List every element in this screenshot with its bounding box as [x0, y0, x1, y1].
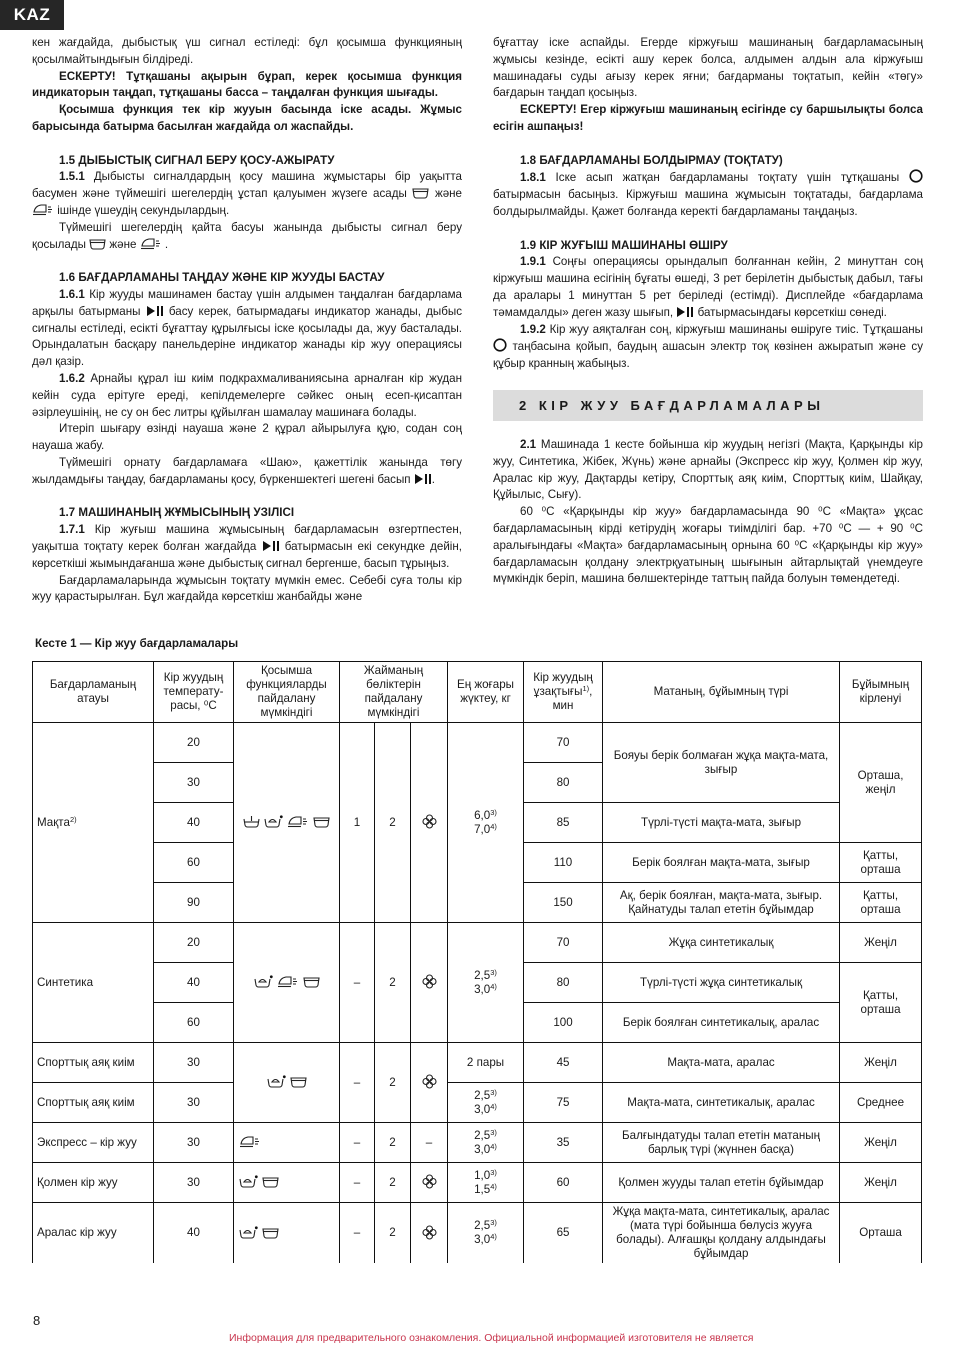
clause-number: 1.9.2 — [520, 322, 546, 336]
paragraph — [32, 220, 462, 254]
extra-rinse-icon — [303, 976, 320, 988]
right-column — [493, 35, 923, 588]
temp: 60 — [154, 843, 234, 883]
section-heading-1-6: 1.6 БАҒДАРЛАМАНЫ ТАҢДАУ ЖӘНЕ КІР ЖУУДЫ БАСТАУ — [59, 271, 385, 285]
text: таңбасына қойып, баудың ашасын электр тоқ көзінен ажыратып және су құбыр кранның жабыңыз. — [493, 340, 923, 371]
soil: Орташа, жеңіл — [840, 723, 922, 843]
header-fabric: Матаның, бұйымның түрі — [603, 662, 840, 723]
easy-iron-icon — [277, 975, 299, 988]
paragraph-1-9-2 — [493, 322, 923, 373]
part-1: – — [340, 1163, 375, 1203]
header-name: Бағдарламаның атауы — [33, 662, 154, 723]
section-heading-1-7: 1.7 МАШИНАНЫҢ ЖҰМЫСЫНЫҢ УЗІЛІСІ — [59, 506, 295, 520]
easy-iron-icon — [140, 237, 162, 250]
table-row — [33, 1203, 922, 1264]
fabric: Мақта-мата, аралас — [603, 1043, 840, 1083]
fabric: Берік боялған мақта-мата, зығыр — [603, 843, 840, 883]
header-temp: Кір жуудың температу-расы, ⁰C — [154, 662, 234, 723]
text: ішінде үшеудің секундылардың. — [54, 203, 230, 217]
program-name: Қолмен кір жуу — [33, 1163, 154, 1203]
part-2: 2 — [375, 923, 411, 1043]
footnote: 4) — [490, 1232, 497, 1241]
warning-text: ЕСКЕРТУ! Тұтқашаны ақырын бұрап, керек қосымша функция индикаторын таңдап, тұтқашаны басса – таңдалған функция шығады. — [32, 69, 462, 100]
text: 3,0 — [474, 982, 491, 996]
temp: 40 — [154, 1203, 234, 1264]
section-heading-1-8: 1.8 БАҒДАРЛАМАНЫ БОЛДЫРМАУ (ТОҚТАТУ) — [520, 153, 783, 167]
text: , мин — [552, 685, 593, 712]
temp: 30 — [154, 1123, 234, 1163]
duration: 150 — [524, 883, 603, 923]
part-flower — [411, 1163, 448, 1203]
text: Машинада 1 кесте бойынша кір жуудың негізгі (Мақта, Қарқынды кір жуу, Синтетика, Жібек, Жүнь) және арнайы (Экспресс кір жуу, Қолмен кір жуу, Аралас кір жуу, Дақтарды кетіру, Спорттық аяқ киім, Спорттық киім, Шайқау, Құйылыс, Сығу). — [493, 437, 923, 502]
fabric: Жұқа мақта-мата, синтетикалық, аралас (мата түрі бойынша бөлусіз жууға болады). Алғашқы қолдану алдындағы бұйымдар — [603, 1203, 840, 1264]
part-1: 1 — [340, 723, 375, 923]
fabric: Балғындатуды талап ететін матаның барлық түрі (жүннен басқа) — [603, 1123, 840, 1163]
max-load — [448, 1203, 524, 1264]
program-name — [33, 723, 154, 923]
paragraph: 60 ⁰C «Қарқынды кір жуу» бағдарламасында 90 ⁰C «Мақта» ұқсас бағдарламасының кірді кетірудің жоғары тиімділігі бар. +70 ⁰C — + 90 ⁰C аралығындағы «Мақта» бағдарламасының орнына 60 ⁰C «Қарқынды кір жуу» бағдарламасын қолдану электрқуатының шығынын айтарлықтай үнемдеуге мүмкіндік беріп, машина бөлшектерінде таттың пайда болуын төмендетеді. — [493, 505, 923, 586]
easy-iron-icon — [239, 1135, 261, 1148]
table-caption: Кесте 1 — Кір жуу бағдарламалары — [35, 637, 239, 650]
intensive-wash-icon — [264, 815, 283, 828]
temp: 30 — [154, 1043, 234, 1083]
prewash-icon — [243, 815, 260, 828]
part-1: – — [340, 1203, 375, 1264]
temp: 20 — [154, 923, 234, 963]
flower-icon — [422, 814, 437, 829]
text: 3,0 — [474, 1102, 491, 1116]
text: Түймешігі шегелердің қайта басуы жанында дыбысты сигнал беру қосылады — [32, 220, 462, 251]
footnote: 1) — [582, 684, 590, 693]
table-row — [33, 723, 922, 763]
table-row — [33, 1083, 922, 1123]
paragraph: бұғаттау іске аспайды. Егерде кіржуғыш машинаның бағдарламасының жұмысы кезінде, есікті ашу керек болса, алдымен алдын ала кіржуғыш машинадағы суды ағызу керек яғни; бағдарманы тоқтатып, кейін «төгу» бағдарын таңдап қосыңыз. — [493, 36, 923, 100]
warning-text: Қосымша функция тек кір жууын басында іске асады. Жұмыс барысында батырма басылған жағдайда ол жаспайды. — [32, 103, 462, 133]
footnote: 4) — [490, 1141, 497, 1151]
paragraph-2-1 — [493, 437, 923, 504]
part-1: – — [340, 1123, 375, 1163]
max-load — [448, 1163, 524, 1203]
program-name: Экспресс – кір жуу — [33, 1123, 154, 1163]
text: 2,5 — [474, 1088, 491, 1102]
duration: 80 — [524, 963, 603, 1003]
temp: 30 — [154, 1163, 234, 1203]
paragraph: Итеріп шығару өзінді науаша және 2 құрал айырылуға құю, содан соң науаша жабу. — [32, 422, 462, 453]
max-load — [448, 1083, 524, 1123]
start-pause-icon — [146, 305, 164, 317]
header-duration — [524, 662, 603, 723]
flower-icon — [422, 974, 437, 989]
text: Іске асып жатқан бағдарламаны тоқтату үшін тұтқашаны — [545, 171, 909, 185]
soil: Жеңіл — [840, 923, 922, 963]
text: батырмасын екі секундке дейін, көрсеткіші жымындағанша және дыбыстық сигнал бергенше, басып тұрыңыз. — [32, 539, 462, 570]
functions-cell — [234, 1163, 340, 1203]
header-funcs: Қосымша функцияларды пайдалану мүмкіндігі — [234, 662, 340, 723]
fabric: Мақта-мата, синтетикалық, аралас — [603, 1083, 840, 1123]
paragraph-1-7-1 — [32, 522, 462, 572]
text: Соңғы операциясы орындалып болғаннан кейін, 2 минуттан соң кіржуғыш машина есігінің бұғаты өшеді, 3 рет берілетін дыбыстық дабыл, тағы да аралары 1 минуттан 5 рет беріледі (естімді). Дисплейде «бағдарлама тәмамдалды» деген жазу шығып, — [493, 255, 923, 319]
extra-rinse-icon — [313, 816, 330, 828]
soil: Қатты, орташа — [840, 843, 922, 883]
fabric: Қолмен жууды талап ететін бұйымдар — [603, 1163, 840, 1203]
footnote: 4) — [490, 981, 497, 991]
temp: 40 — [154, 803, 234, 843]
paragraph-1-8-1 — [493, 169, 923, 220]
part-2: 2 — [375, 1043, 411, 1123]
fabric: Бояуы берік болмаған жұқа мақта-мата, зығыр — [603, 723, 840, 803]
extra-rinse-icon — [412, 187, 429, 199]
clause-number: 1.9.1 — [520, 255, 546, 269]
table-row — [33, 1043, 922, 1083]
warning-text: ЕСКЕРТУ! Егер кіржуғыш машинаның есігінде су баршылықты болса есігін ашпаңыз! — [493, 103, 923, 133]
part-2: 2 — [375, 1203, 411, 1264]
soil: Орташа — [840, 1203, 922, 1264]
part-2: 2 — [375, 723, 411, 923]
part-flower — [411, 923, 448, 1043]
footnote: 2) — [69, 814, 77, 824]
part-flower — [411, 1043, 448, 1123]
footnote: 4) — [490, 821, 497, 831]
max-load: 2 пары — [448, 1043, 524, 1083]
intensive-wash-icon — [239, 1175, 258, 1188]
clause-number: 1.6.2 — [59, 371, 85, 385]
temp: 90 — [154, 883, 234, 923]
text: 2,5 — [474, 1219, 491, 1232]
extra-rinse-icon — [262, 1176, 279, 1188]
functions-cell — [234, 1123, 340, 1163]
paragraph — [32, 455, 462, 489]
footnote: 3) — [490, 1167, 497, 1177]
part-1: – — [340, 923, 375, 1043]
text: және — [106, 237, 140, 251]
functions-cell — [234, 923, 340, 1043]
extra-rinse-icon — [262, 1227, 279, 1239]
clause-number: 2.1 — [520, 437, 537, 451]
functions-cell — [234, 1203, 340, 1264]
footnote: 3) — [490, 967, 497, 977]
text: Кір жууды машинамен бастау үшін алдымен таңдалған бағдарлама арқылы батырманы — [32, 287, 462, 318]
header-soil: Бұйымның кірленуі — [840, 662, 922, 723]
paragraph: Бағдарламаларында жұмысын тоқтату мүмкін емес. Себебі суға толы кір жуу қарастырылған. Бұл жағдайда көрсеткіш жанбайды және — [32, 573, 462, 604]
temp: 30 — [154, 763, 234, 803]
text: Кір жуудың ұзақтығы — [533, 671, 593, 698]
footnote: 4) — [490, 1101, 497, 1111]
extra-rinse-icon — [89, 238, 106, 250]
soil: Жеңіл — [840, 1123, 922, 1163]
paragraph-1-9-1 — [493, 254, 923, 321]
section-banner: 2 КІР ЖУУ БАҒДАРЛАМАЛАРЫ — [493, 390, 923, 421]
part-flower — [411, 723, 448, 923]
duration: 100 — [524, 1003, 603, 1043]
clause-number: 1.7.1 — [59, 523, 85, 537]
intensive-wash-icon — [254, 975, 273, 988]
part-1: – — [340, 1043, 375, 1123]
extra-rinse-icon — [290, 1076, 307, 1088]
page-number: 8 — [33, 1313, 41, 1328]
paragraph-1-5-1 — [32, 169, 462, 219]
duration: 65 — [524, 1203, 603, 1264]
program-name: Спорттық аяқ киім — [33, 1043, 154, 1083]
start-pause-icon — [414, 473, 432, 485]
text: 7,0 — [474, 822, 491, 836]
clause-number: 1.8.1 — [520, 171, 546, 185]
part-2: 2 — [375, 1123, 411, 1163]
language-tab: KAZ — [0, 0, 64, 30]
programs-table — [32, 661, 922, 1263]
max-load — [448, 1123, 524, 1163]
table-row — [33, 1123, 922, 1163]
soil: Среднее — [840, 1083, 922, 1123]
fabric: Ақ, берік боялған, мақта-мата, зығыр. Қайнатуды талап ететін бұйымдар — [603, 883, 840, 923]
flower-icon — [422, 1174, 437, 1189]
clause-number: 1.6.1 — [59, 287, 85, 301]
table-header-row — [33, 662, 922, 723]
soil: Қатты, орташа — [840, 883, 922, 923]
text: Мақта — [37, 815, 70, 829]
max-load — [448, 923, 524, 1043]
text: . — [431, 472, 436, 486]
section-heading-1-9: 1.9 КІР ЖУҒЫШ МАШИНАНЫ ӨШІРУ — [520, 238, 728, 252]
flower-icon — [422, 1074, 437, 1089]
footnote: 3) — [490, 807, 497, 817]
functions-cell — [234, 1043, 340, 1123]
max-load — [448, 723, 524, 923]
soil: Жеңіл — [840, 1163, 922, 1203]
text: 6,0 — [474, 808, 491, 822]
footnote: 3) — [490, 1087, 497, 1097]
footnote: 3) — [490, 1218, 497, 1227]
text: Түймешігі орнату бағдарламаға «Шаю», қажеттілік жанында төгу жылдамдығы таңдау, бағдарламаны қосу, бүркеншектегі шегені басып — [32, 455, 462, 486]
duration: 45 — [524, 1043, 603, 1083]
text: 2,5 — [474, 1128, 491, 1142]
text: Дыбысты сигналдардың қосу машина жұмыстары бір уақытта басумен және түймешігі шегелердің ұстап қалуымен жүзеге асады — [32, 170, 462, 201]
text: басу керек, батырмадағы индикатор жанады, дыбыс сигналы естіледі, есікті бұғаттау құрылғысы іске қосылады да, жуу басталады. Орындалатын басқару панельдеріне индикатор жанады кір жуу операциясы дәл қазір. — [32, 304, 463, 369]
flower-icon — [422, 1225, 437, 1240]
text: Кір жуғыш машина жұмысының бағдарламасын өзгертпестен, уақытша тоқтату керек болған жағдайда — [32, 523, 462, 553]
duration: 85 — [524, 803, 603, 843]
temp: 60 — [154, 1003, 234, 1043]
text: және — [429, 187, 463, 201]
paragraph: кен жағдайда, дыбыстық үш сигнал естіледі: бұл қосымша функцияның қосылмайтындығын білдіреді. — [32, 36, 462, 66]
left-column — [32, 35, 462, 606]
intensive-wash-icon — [267, 1075, 286, 1088]
off-circle-icon — [493, 338, 507, 352]
easy-iron-icon — [287, 815, 309, 828]
intensive-wash-icon — [239, 1226, 258, 1239]
program-name: Синтетика — [33, 923, 154, 1043]
disclaimer: Информация для предварительного ознакомления. Официальной информацией изготовителя не является — [229, 1332, 754, 1344]
fabric: Түрлі-түсті мақта-мата, зығыр — [603, 803, 840, 843]
fabric: Түрлі-түсті жұқа синтетикалық — [603, 963, 840, 1003]
text: батырмасын басыңыз. Кіржуғыш машина жұмысын тоқтатады, бағдарлама болдырылмайды. Қажет болғанда керекті бағдарламаны таңдаңыз. — [493, 188, 923, 218]
clause-number: 1.5.1 — [59, 170, 85, 184]
duration: 80 — [524, 763, 603, 803]
fabric: Берік боялған синтетикалық, аралас — [603, 1003, 840, 1043]
functions-cell — [234, 723, 340, 923]
text: 2,5 — [474, 968, 491, 982]
part-flower — [411, 1203, 448, 1264]
text: Арнайы құрал іш киім подкрахмаливаниясына арналған кір жудан кейін суда ерітуге ереді, кепілдемелерге сәйкес оның есеп-қисаптан әзірлеушінің, не су он бес литры құйылған шамалау машинаға болады. — [32, 371, 462, 419]
duration: 35 — [524, 1123, 603, 1163]
text: 3,0 — [474, 1233, 491, 1246]
program-name: Аралас кір жуу — [33, 1203, 154, 1264]
text: батырмасындағы көрсеткіш сөнеді. — [694, 305, 887, 319]
text: 1,0 — [474, 1168, 491, 1182]
duration: 75 — [524, 1083, 603, 1123]
footnote: 4) — [490, 1181, 497, 1191]
soil: Жеңіл — [840, 1043, 922, 1083]
temp: 30 — [154, 1083, 234, 1123]
soil: Қатты, орташа — [840, 963, 922, 1043]
paragraph-1-6-2 — [32, 371, 462, 421]
paragraph-1-6-1 — [32, 287, 462, 371]
table-row — [33, 923, 922, 963]
table-row — [33, 1163, 922, 1203]
off-circle-icon — [909, 169, 923, 183]
header-parts: Жайманың бөліктерін пайдалану мүмкіндігі — [340, 662, 448, 723]
duration: 110 — [524, 843, 603, 883]
part-3: – — [411, 1123, 448, 1163]
header-load: Ең жоғары жүктеу, кг — [448, 662, 524, 723]
start-pause-icon — [262, 540, 280, 552]
section-heading-1-5: 1.5 ДЫБЫСТЫҚ СИГНАЛ БЕРУ ҚОСУ-АЖЫРАТУ — [59, 153, 335, 167]
duration: 70 — [524, 723, 603, 763]
duration: 60 — [524, 1163, 603, 1203]
text: Кір жуу аяқталған соң, кіржуғыш машинаны өшіруге тиіс. Тұтқашаны — [545, 322, 923, 336]
start-pause-icon — [676, 306, 694, 318]
fabric: Жұқа синтетикалық — [603, 923, 840, 963]
program-name: Спорттық аяқ киім — [33, 1083, 154, 1123]
duration: 70 — [524, 923, 603, 963]
text: 1,5 — [474, 1182, 491, 1196]
text: 3,0 — [474, 1142, 491, 1156]
temp: 20 — [154, 723, 234, 763]
text: . — [161, 237, 169, 251]
easy-iron-icon — [32, 203, 54, 216]
footnote: 3) — [490, 1127, 497, 1137]
temp: 40 — [154, 963, 234, 1003]
part-2: 2 — [375, 1163, 411, 1203]
